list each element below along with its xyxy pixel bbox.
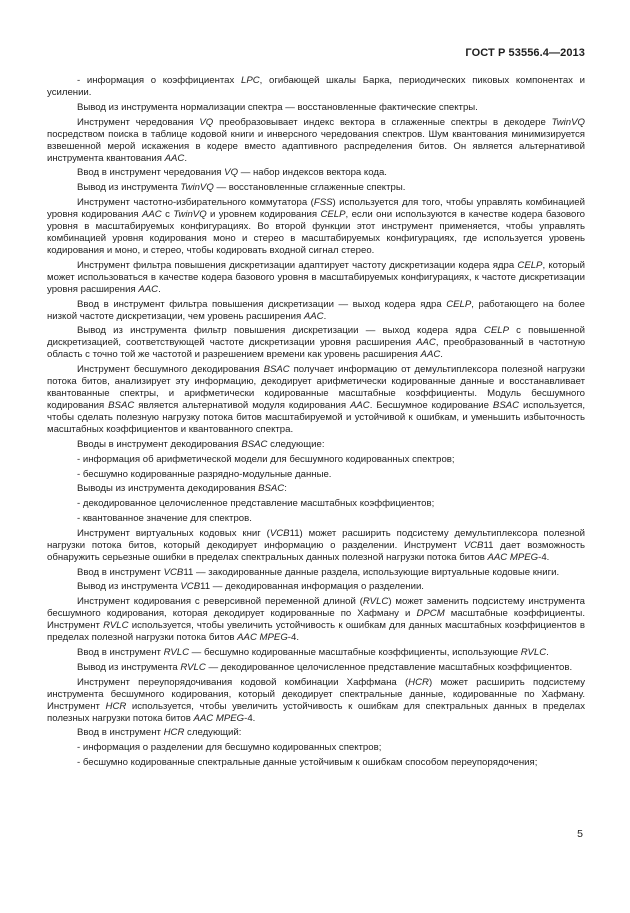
italic-term: TwinVQ [173,208,207,220]
paragraph [47,299,585,323]
text-run: - информация о коэффициентах [77,75,241,86]
italic-term: VQ [224,167,239,179]
text-run: - квантованное значение для спектров. [77,512,252,524]
text-run: - информация о разделении для бесшумно кодированных спектров; [77,742,382,754]
italic-term: RVLC [180,661,206,673]
text-run: Вывод из инструмента [77,661,181,673]
text-run: преобразовывает индекс вектора в сглаженные спектры в декодере [213,116,552,128]
text-run: -4. [244,712,256,724]
italic-term: AAC [303,310,324,322]
text-run: - бесшумно кодированные разрядно-модульные данные. [77,468,332,480]
paragraph [47,677,585,725]
text-run: Выводы из инструмента декодирования [77,483,259,495]
italic-term: HCR [163,727,185,739]
text-run: следующие: [267,438,325,450]
italic-term: AAC MPEG [487,551,539,563]
italic-term: CELP [320,208,346,220]
text-run: Ввод в инструмент [77,646,164,658]
paragraph [47,182,585,194]
text-run: Вывод из инструмента [77,182,181,194]
text-run: используется, чтобы увеличить устойчивость к ошибкам для данных масштабных коэффициентов в пределах полезной нагрузки потока битов [47,620,586,644]
paragraph [47,469,585,481]
text-run: Инструмент виртуальных кодовых книг ( [77,527,270,539]
italic-term: BSAC [492,400,520,412]
italic-term: VCB [180,581,201,593]
text-run: ) может заменить подсистему инструмента бесшумного кодирования, которая декодирует кодированные по Хафману и [47,596,585,620]
text-run: Ввод в инструмент чередования [77,167,225,179]
italic-term: BSAC [263,364,290,376]
text-run: . [184,152,187,164]
text-run: - бесшумно кодированные спектральные данные устойчивым к ошибкам способом переупорядочения; [77,756,538,768]
text-run: Вывод из инструмента [77,581,181,593]
text-run: . [158,283,161,295]
paragraph [47,102,585,114]
paragraph [47,596,585,644]
text-run: — восстановленные сглаженные спектры. [213,182,406,194]
italic-term: VCB [163,566,184,578]
italic-term: CELP [517,259,543,271]
text-run: Инструмент кодирования с реверсивной переменной длиной ( [77,596,363,608]
paragraph [47,260,585,296]
italic-term: CELP [446,298,472,310]
italic-term: AAC [420,349,441,361]
text-run: используется, чтобы сделать полезную нагрузку потока битов масштабируемой и устойчивой к ошибкам, и уменьшить избыточность масштабных коэффициентов и квантованного спектра. [47,400,585,436]
paragraph [47,117,585,165]
paragraph [47,167,585,179]
italic-term: FSS [313,196,333,208]
italic-term: RVLC [362,596,389,608]
standard-designation: ГОСТ Р 53556.4—2013 [465,47,585,59]
text-run: . [546,646,549,658]
italic-term: VQ [199,116,214,128]
paragraph [47,581,585,593]
paragraph [47,498,585,510]
paragraph [47,364,585,436]
text-run: Инструмент переупорядочивания кодовой комбинации Хаффмана ( [77,676,409,688]
text-run: ) может расширить подсистему инструмента бесшумного кодирования, который декодирует спектральные данные, кодированные по Хафману. Инструмент [47,676,585,712]
text-run: 11 — закодированные данные раздела, использующие виртуальные кодовые книги. [183,566,560,578]
paragraph [47,439,585,451]
text-run: Вывод из инструмента нормализации спектра — восстановленные фактические спектры. [77,101,478,113]
text-run: следующий: [184,727,242,739]
italic-term: HCR [105,700,127,712]
text-run: Ввод в инструмент [77,566,164,578]
text-run: получает информацию от демультиплексора полезной нагрузки потока битов, анализирует эту информацию, декодирует арифметически кодированные данные и восстанавливает квантованные спектры, и арифметически кодированные масштабные коэффициенты. Модуль бесшумного кодирования [47,364,585,412]
text-run: Инструмент чередования [77,116,200,128]
text-run: . [323,310,327,322]
italic-term: DPCM [416,608,445,620]
text-run: Вводы в инструмент декодирования [77,438,242,450]
italic-term: AAC [164,152,185,164]
italic-term: LPC [240,75,260,86]
text-run: Инструмент бесшумного декодирования [77,364,264,376]
text-run: - информация об арифметической модели для бесшумного кодированных спектров; [77,453,455,465]
paragraph [47,662,585,674]
text-run: с [161,208,174,220]
text-run: Инструмент фильтра повышения дискретизации адаптирует частоту дискретизации кодера ядра [77,259,518,271]
text-run: и уровнем кодирования [206,208,321,220]
text-run: ) используется для того, чтобы управлять комбинацией уровня кодирования [47,196,585,220]
text-run: с повышенной дискретизацией, соответствующей частоте дискретизации уровня расширения [47,325,585,349]
body-text [47,75,585,772]
italic-term: RVLC [103,620,129,632]
paragraph [47,197,585,257]
italic-term: BSAC [241,438,268,450]
paragraph [47,483,585,495]
text-run: Ввод в инструмент [77,727,164,739]
italic-term: TwinVQ [551,116,585,128]
paragraph [47,742,585,754]
page-number: 5 [577,828,583,840]
text-run: , если они используются в качестве кодера базового уровня в масштабируемых конфигурациях. Во второй функции этот инструмент применяется, чтобы управлять комбинацией уровня кодирования моно и стерео в масштабируемых конфигурациях, где используется уровень кодирования и моно, и стерео, чтобы кодировать входной сигнал стерео. [47,208,585,256]
text-run: , работающего на более низкой частоте дискретизации, чем уровень расширения [47,298,585,322]
italic-term: HCR [408,676,429,688]
paragraph [47,325,585,361]
paragraph [47,528,585,564]
text-run: -4. [287,632,299,644]
text-run: 11 — декодированная информация о разделении. [200,581,424,593]
paragraph [47,513,585,525]
text-run: , преобразованный в частотную область с точно той же частотой и разрешением времени как уровень расширения [47,337,586,361]
text-run: : [284,483,287,495]
text-run: -4. [538,551,550,563]
italic-term: BSAC [258,483,285,495]
italic-term: AAC MPEG [193,712,245,724]
italic-term: TwinVQ [180,182,214,194]
text-run: является альтернативой модуля кодирования [134,400,350,412]
paragraph [47,647,585,659]
italic-term: AAC [350,400,370,412]
italic-term: AAC [141,208,162,220]
text-run: Вывод из инструмента фильтр повышения дискретизации — выход кодера ядра [77,325,484,337]
text-run: , который может использоваться в качестве кодера базового уровня в масштабируемых конфигурациях, к частоте дискретизации уровня расширения [47,259,585,295]
paragraph [47,454,585,466]
text-run: 11 дает возможность обнаружить серьезные ошибки в пределах спектральных данных полезной нагрузки потока битов [47,539,585,563]
italic-term: VCB [269,527,290,539]
text-run: - декодированное целочисленное представление масштабных коэффициентов; [77,498,435,510]
paragraph [47,75,585,99]
italic-term: AAC [138,283,159,295]
paragraph [47,567,585,579]
italic-term: CELP [483,325,509,337]
paragraph [47,727,585,739]
text-run: Ввод в инструмент фильтра повышения дискретизации — выход кодера ядра [77,298,447,310]
text-run: 11) может расширить подсистему демультиплексора полезной нагрузки потока битов, который декодирует информацию о разделении. Инструмент [47,527,585,551]
text-run: Инструмент частотно-избирательного коммутатора ( [77,196,314,208]
italic-term: AAC [416,337,436,349]
text-run: используется, чтобы увеличить устойчивость к ошибкам для спектральных данных в пределах полезных нагрузки потока битов [47,700,586,724]
italic-term: BSAC [108,400,135,412]
paragraph [47,757,585,769]
italic-term: VCB [463,539,484,551]
text-run: — бесшумно кодированные масштабные коэффициенты, использующие [189,646,521,658]
italic-term: RVLC [520,646,547,658]
text-run: — декодированное целочисленное представление масштабных коэффициентов. [205,661,573,673]
text-run: масштабные коэффициенты. Инструмент [47,608,585,632]
text-run: . [440,349,443,361]
text-run: — набор индексов вектора кода. [238,167,387,179]
italic-term: AAC MPEG [237,632,288,644]
text-run: , огибающей шкалы Барка, периодических пиковых компонентах и усилении. [47,75,586,98]
text-run: посредством поиска в таблице кодовой книги и инверсного чередования спектров. Шум квантования минимизируется взвешенной мерой искажения в кодере вместо адаптивного распределения битов. Он является альтернативой инструмента квантования [47,128,585,164]
text-run: . Бесшумное кодирование [369,400,493,412]
italic-term: RVLC [163,646,190,658]
